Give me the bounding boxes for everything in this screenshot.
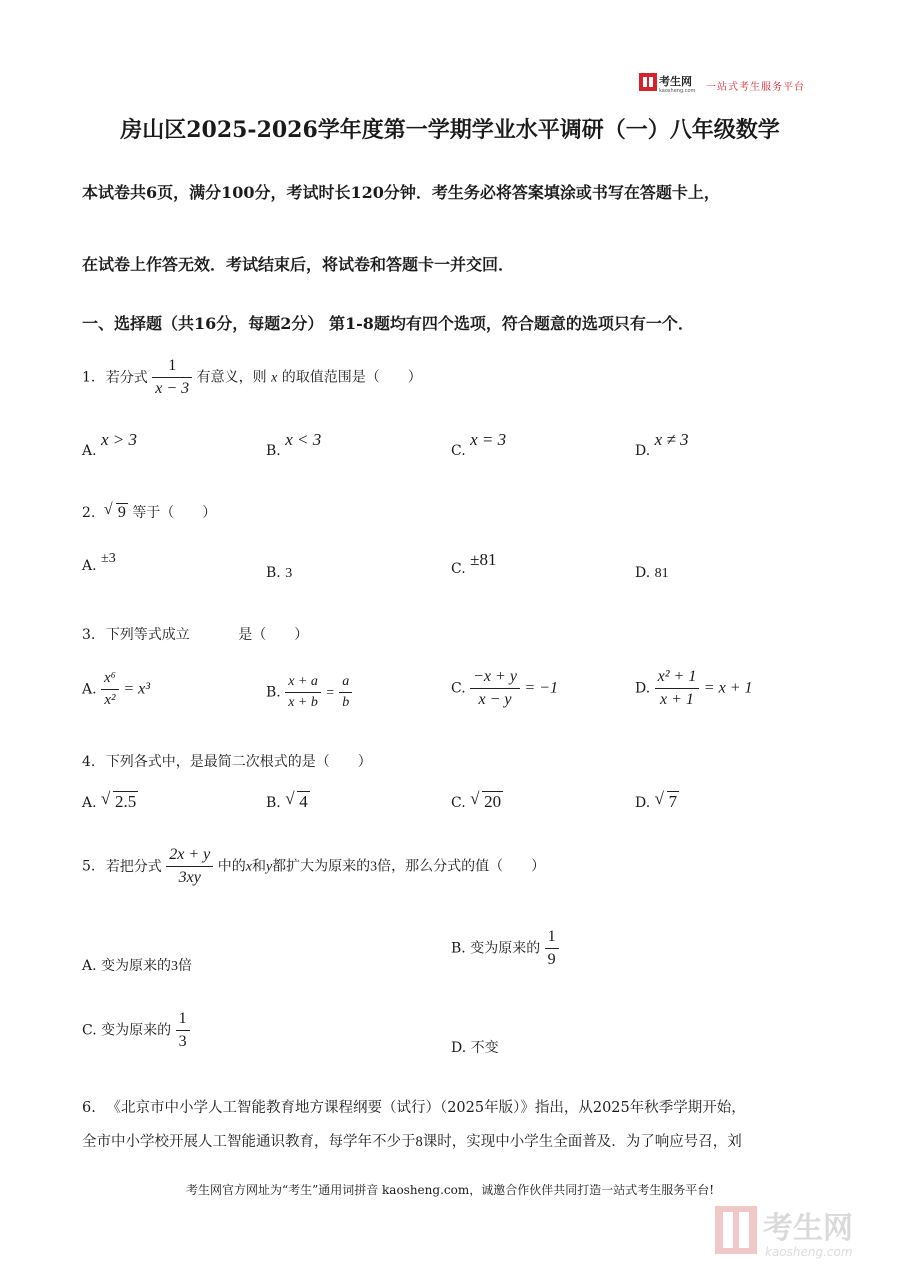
q4-option-a[interactable]: A. √ 2.5: [82, 789, 137, 811]
q1-option-d[interactable]: D. x ≠ 3: [635, 430, 689, 459]
question-1: 1. 若分式 $\frac{1}{x - 3}$ 有意义，则 x 的取值范围是（ ）: [82, 357, 422, 397]
page-title: 房山区2025-2026学年度第一学期学业水平调研（一）八年级数学: [120, 117, 780, 143]
brand-slogan: 一站式考生服务平台: [706, 82, 805, 93]
question-number: 2.: [82, 505, 96, 521]
q4-option-c[interactable]: C. √ 20: [451, 789, 502, 811]
question-4: 4. 下列各式中，是最简二次根式的是（ ）: [82, 754, 372, 770]
fraction: $\frac{2x + y}{3xy}$: [166, 846, 213, 887]
q1-option-b[interactable]: B. x < 3: [266, 430, 322, 459]
fraction: $\frac{1}{x - 3}$: [152, 357, 192, 398]
q5-option-a[interactable]: A. 变为原来的3倍: [82, 958, 193, 974]
q3-option-c[interactable]: C. $\frac{-x + y}{x - y}$ = −1: [451, 668, 558, 708]
question-number: 1.: [82, 369, 96, 386]
question-number: 4.: [82, 754, 96, 770]
question-3: 3. 下列等式成立 是（ ）: [82, 627, 309, 643]
question-number: 6.: [82, 1100, 96, 1116]
question-5: 5. 若把分式 $\frac{2x + y}{3xy}$ 中的x和y都扩大为原来的3倍，那么分式的值（ ）: [82, 846, 546, 886]
brand-logo-text: 考生网: [659, 75, 692, 88]
q1-option-c[interactable]: C. x = 3: [451, 430, 507, 459]
question-number: 5.: [82, 858, 96, 875]
q3-option-d[interactable]: D. $\frac{\text{x² + 1}}{x + 1}$ = x + 1: [635, 668, 753, 708]
q2-option-b[interactable]: B. 3: [266, 565, 293, 581]
q4-option-d[interactable]: D. √ 7: [635, 789, 678, 811]
q1-option-a[interactable]: A. x > 3: [82, 430, 138, 459]
watermark-sub: kaosheng.com: [765, 1245, 853, 1259]
watermark-text: 考生网: [763, 1211, 853, 1246]
q3-option-a[interactable]: A. $\frac{\text{x⁶}}{\text{x²}}$ = x³: [82, 670, 151, 708]
q5-option-d[interactable]: D. 不变: [451, 1040, 499, 1056]
brand-logo-sub: kaosheng.com: [659, 88, 696, 94]
q2-option-a[interactable]: A. ±3: [82, 551, 116, 574]
q5-option-b[interactable]: B. 变为原来的 $\frac{1}{9}$: [451, 928, 559, 969]
question-6: 6. 《北京市中小学人工智能教育地方课程纲要（试行）（2025年版）》指出，从2025年秋季学期开始，: [82, 1100, 746, 1116]
question-number: 3.: [82, 627, 96, 643]
q2-option-d[interactable]: D. 81: [635, 565, 669, 581]
q5-option-c[interactable]: C. 变为原来的 $\frac{1}{3}$: [82, 1010, 190, 1051]
q2-option-c[interactable]: C. ±81: [451, 550, 497, 577]
q3-option-b[interactable]: B. $\frac{x + a}{x + b}$ = $\frac{a}{b}$: [266, 674, 352, 711]
question-2: 2. √ 9 等于（ ）: [82, 501, 217, 521]
intro-line-2: 在试卷上作答无效．考试结束后，将试卷和答题卡一并交回．: [82, 255, 515, 274]
question-6-line-2: 全市中小学校开展人工智能通识教育，每学年不少于8课时，实现中小学生全面普及．为了响应号召，刘: [82, 1134, 742, 1150]
sqrt: √ 9: [103, 501, 126, 521]
page-footer: 考生网官方网址为“考生”通用词拼音 kaosheng.com，诚邀合作伙伴共同打造一站式考生服务平台!: [185, 1183, 715, 1197]
watermark-logo: [715, 1200, 885, 1262]
section-heading: 一、选择题（共16分，每题2分） 第1-8题均有四个选项，符合题意的选项只有一个．: [82, 314, 694, 333]
brand-logo: [639, 72, 699, 94]
q4-option-b[interactable]: B. √ 4: [266, 789, 308, 811]
intro-line-1: 本试卷共6页，满分100分，考试时长120分钟．考生务必将答案填涂或书写在答题卡上，: [82, 183, 720, 202]
